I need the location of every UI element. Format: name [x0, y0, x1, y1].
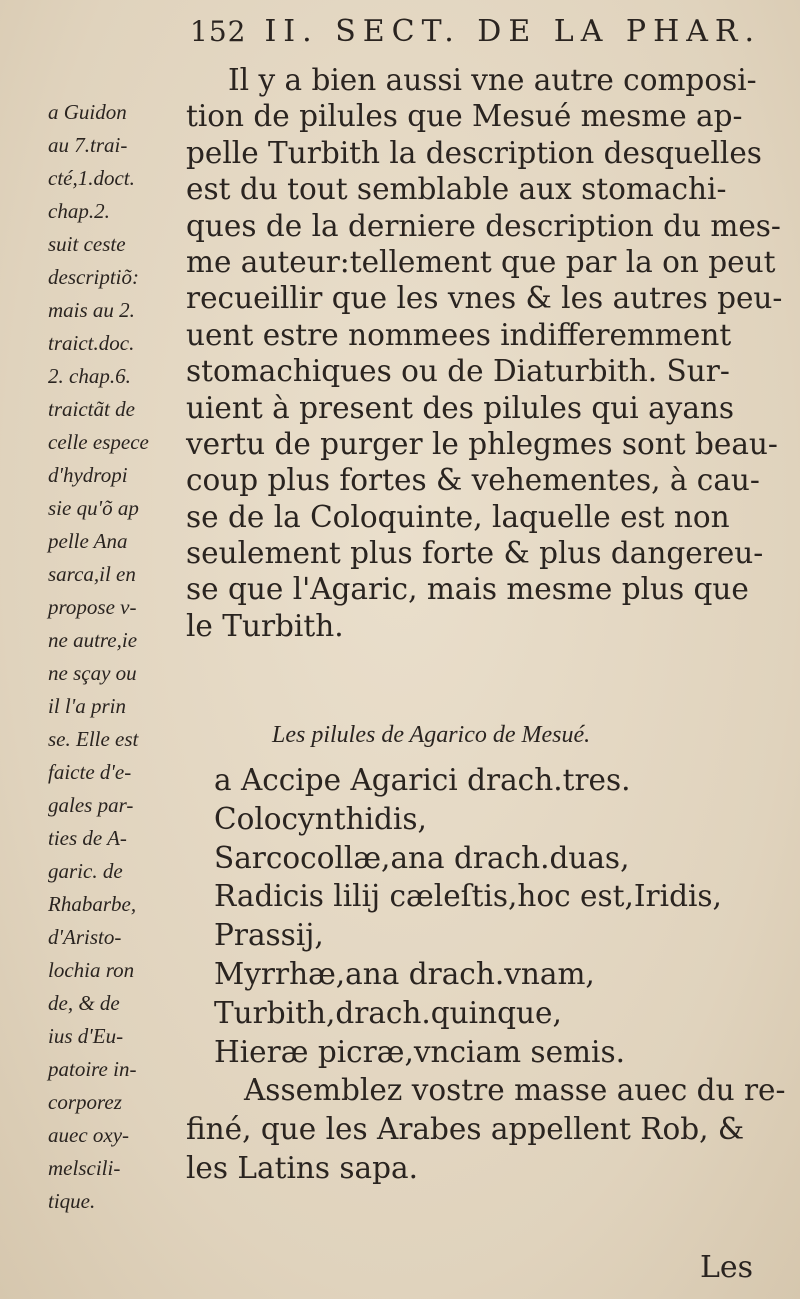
recipe-line: Turbith,drach.quinque,	[214, 995, 562, 1030]
recipe-line: Sarcocollæ,ana drach.duas,	[214, 840, 630, 875]
text-line: tion de pilules que Mesué mesme ap-	[186, 99, 743, 134]
margin-note-line: chap.2.	[48, 199, 110, 223]
text-line: me auteur:tellement que par la on peut	[186, 244, 776, 279]
margin-note	[48, 96, 188, 1218]
recipe-line: Radicis lilij cæleſtis,hoc est,Iridis,	[214, 879, 722, 914]
margin-note-line: sarca,il en	[48, 562, 136, 586]
margin-note-line: suit ceste	[48, 232, 126, 256]
margin-note-line: il l'a prin	[48, 694, 127, 718]
margin-note-line: faicte d'e-	[48, 760, 132, 784]
text-line: est du tout semblable aux stomachi-	[186, 172, 727, 207]
recipe-heading: Les pilules de Agarico de Mesué.	[272, 722, 591, 748]
margin-note-line: 2. chap.6.	[48, 364, 131, 388]
margin-note-line: Rhabarbe,	[48, 892, 137, 916]
text-line: vertu de purger le phlegmes sont beau-	[186, 426, 778, 461]
margin-note-line: tique.	[48, 1189, 96, 1213]
margin-note-line: a Guidon	[48, 100, 127, 124]
margin-note-line: garic. de	[48, 859, 123, 883]
text-line: seulement plus forte & plus dangereu-	[186, 536, 764, 571]
margin-note-line: d'Aristo-	[48, 925, 122, 949]
margin-note-line: lochia ron	[48, 958, 135, 982]
recipe-line: Assemblez vostre masse auec du re-	[244, 1073, 786, 1108]
margin-note-line: descriptiõ:	[48, 265, 139, 289]
margin-note-line: se. Elle est	[48, 727, 139, 751]
recipe-line: Prassij,	[214, 918, 324, 953]
text-line: pelle Turbith la description desquelles	[186, 135, 762, 170]
page-number: 152	[190, 15, 247, 48]
text-line: le Turbith.	[186, 608, 344, 643]
text-line: coup plus fortes & vehementes, à cau-	[186, 463, 760, 498]
margin-note-line: ties de A-	[48, 826, 127, 850]
catchword: Les	[700, 1250, 754, 1285]
margin-note-line: mais au 2.	[48, 298, 135, 322]
text-line: stomachiques ou de Diaturbith. Sur-	[186, 354, 730, 389]
margin-note-line: auec oxy-	[48, 1123, 130, 1147]
recipe-line: les Latins sapa.	[186, 1150, 418, 1185]
margin-note-line: pelle Ana	[48, 529, 128, 553]
margin-note-line: ius d'Eu-	[48, 1024, 124, 1048]
margin-note-line: traictãt de	[48, 397, 135, 421]
recipe-line: Hieræ picræ,vnciam semis.	[214, 1034, 625, 1069]
recipe-line: Colocynthidis,	[214, 801, 427, 836]
text-line: recueillir que les vnes & les autres peu-	[186, 281, 783, 316]
text-line: ques de la derniere description du mes-	[186, 208, 781, 243]
margin-note-line: au 7.trai-	[48, 133, 128, 157]
margin-note-line: traict.doc.	[48, 331, 135, 355]
recipe-text	[186, 761, 794, 1188]
text-line: Il y a bien aussi vne autre composi-	[228, 63, 757, 97]
margin-note-line: de, & de	[48, 991, 120, 1015]
main-text	[186, 62, 792, 644]
recipe-line: a Accipe Agarici drach.tres.	[214, 763, 631, 797]
margin-note-line: ne sçay ou	[48, 661, 137, 685]
margin-note-line: patoire in-	[48, 1057, 137, 1081]
margin-note-line: d'hydropi	[48, 463, 128, 487]
running-header	[190, 14, 790, 49]
margin-note-line: gales par-	[48, 793, 134, 817]
margin-note-line: corporez	[48, 1090, 122, 1114]
text-line: se de la Coloquinte, laquelle est non	[186, 499, 730, 534]
text-line: se que l'Agaric, mais mesme plus que	[186, 572, 749, 607]
running-title: II. SECT. DE LA PHAR.	[264, 14, 762, 49]
margin-note-line: sie qu'õ ap	[48, 496, 139, 520]
margin-note-line: cté,1.doct.	[48, 166, 135, 190]
text-line: uient à present des pilules qui ayans	[186, 390, 735, 425]
margin-note-line: melscili-	[48, 1156, 121, 1180]
text-line: uent estre nommees indifferemment	[186, 317, 732, 352]
margin-note-line: celle espece	[48, 430, 149, 454]
margin-note-line: propose v-	[48, 595, 137, 619]
margin-note-line: ne autre,ie	[48, 628, 138, 652]
recipe-line: Myrrhæ,ana drach.vnam,	[214, 956, 595, 991]
recipe-line: finé, que les Arabes appellent Rob, &	[186, 1112, 745, 1147]
